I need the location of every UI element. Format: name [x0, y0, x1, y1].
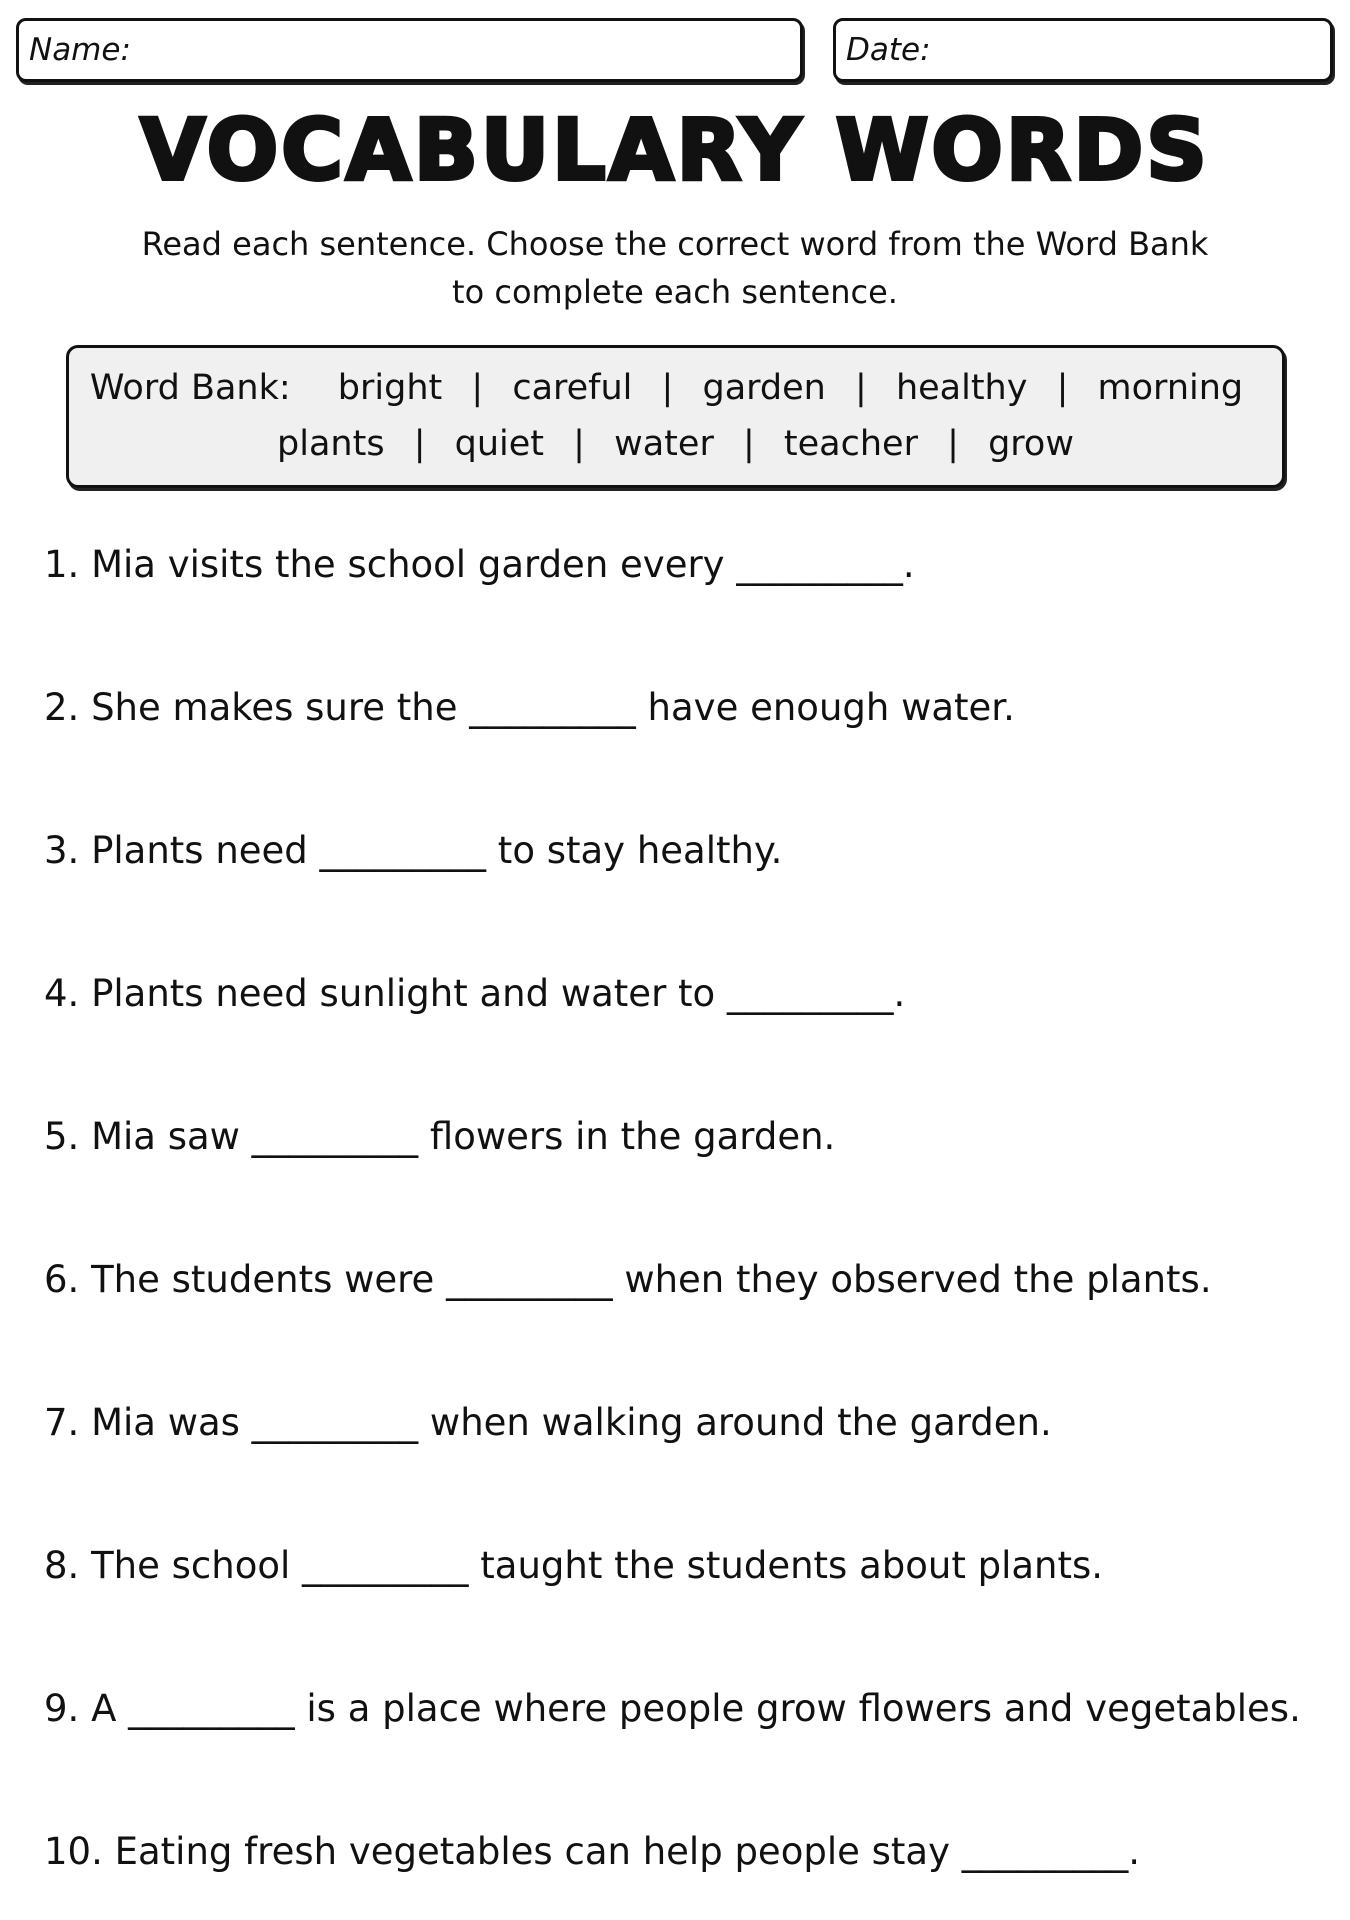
- word-bank-word: plants: [277, 424, 385, 464]
- date-label: Date:: [846, 32, 931, 68]
- word-bank-separator: |: [947, 424, 959, 464]
- question-9: 9. A _________ is a place where people grow flowers and vegetables.: [44, 1687, 1301, 1730]
- name-field[interactable]: [16, 18, 803, 82]
- question-5: 5. Mia saw _________ flowers in the garden.: [44, 1115, 836, 1158]
- word-bank-separator: |: [413, 424, 426, 464]
- word-bank-word: healthy: [895, 368, 1028, 408]
- question-6: 6. The students were _________ when they observed the plants.: [44, 1258, 1212, 1301]
- instructions-line-2: to complete each sentence.: [452, 273, 898, 311]
- question-4: 4. Plants need sunlight and water to _________.: [44, 972, 906, 1015]
- word-bank-separator: |: [855, 368, 867, 408]
- question-1: 1. Mia visits the school garden every _________.: [44, 543, 915, 586]
- word-bank-word: quiet: [454, 424, 545, 464]
- word-bank-line-1: [69, 366, 1282, 410]
- date-field[interactable]: [833, 18, 1333, 82]
- word-bank-label: Word Bank:: [89, 368, 291, 408]
- word-bank-word: bright: [337, 368, 443, 408]
- instructions-line-1: Read each sentence. Choose the correct word from the Word Bank: [141, 225, 1209, 263]
- word-bank-word: careful: [512, 368, 633, 408]
- word-bank-separator: |: [661, 368, 674, 408]
- question-2: 2. She makes sure the _________ have enough water.: [44, 686, 1015, 729]
- word-bank-word: teacher: [783, 424, 918, 464]
- word-bank-separator: |: [1056, 368, 1069, 408]
- question-8: 8. The school _________ taught the students about plants.: [44, 1544, 1104, 1587]
- word-bank-word: grow: [988, 424, 1074, 464]
- page-title: VOCABULARY WORDS: [140, 101, 1210, 199]
- question-10: 10. Eating fresh vegetables can help people stay _________.: [44, 1830, 1140, 1873]
- word-bank-word: garden: [702, 368, 826, 408]
- instructions: [0, 220, 1350, 316]
- word-bank-separator: |: [573, 424, 585, 464]
- name-label: Name:: [29, 32, 131, 68]
- word-bank-line-2: [69, 422, 1282, 466]
- word-bank: [66, 345, 1285, 488]
- question-7: 7. Mia was _________ when walking around the garden.: [44, 1401, 1052, 1444]
- word-bank-word: morning: [1097, 368, 1244, 408]
- word-bank-separator: |: [471, 368, 484, 408]
- word-bank-word: water: [614, 424, 714, 464]
- word-bank-separator: |: [742, 424, 755, 464]
- question-3: 3. Plants need _________ to stay healthy.: [44, 829, 783, 872]
